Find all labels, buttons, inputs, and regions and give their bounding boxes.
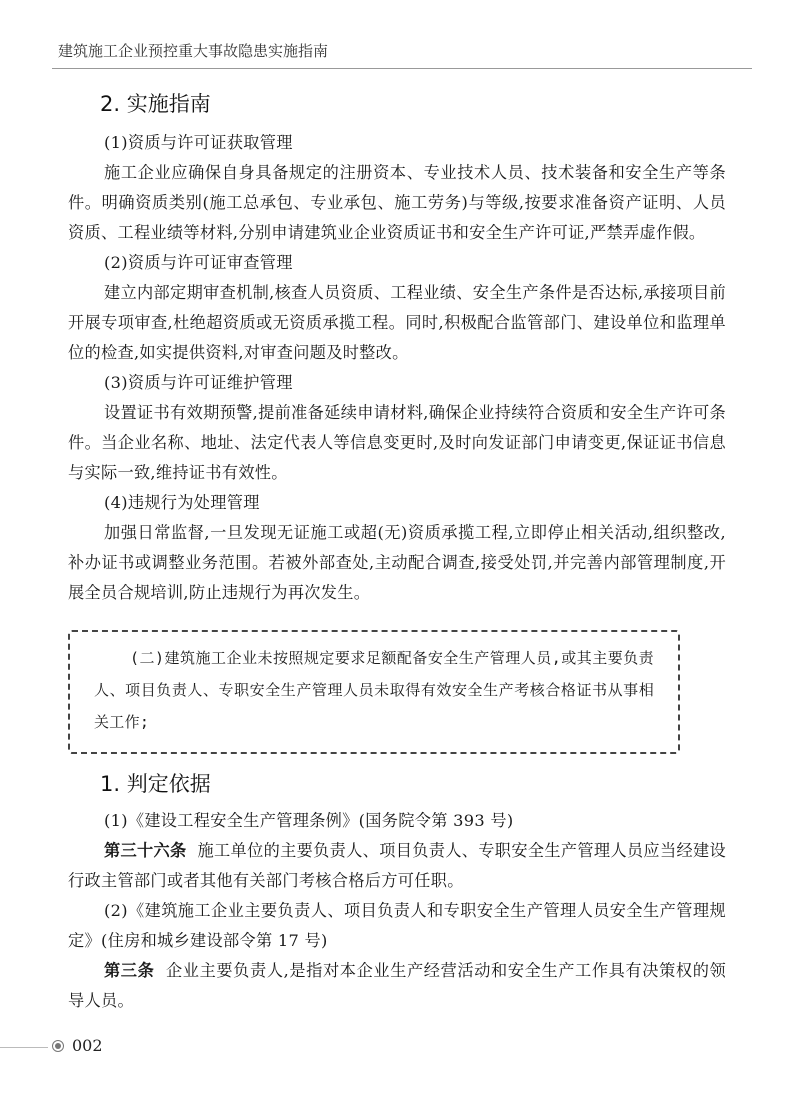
hazard-clause-box: [68, 630, 680, 754]
article-paragraph: [68, 956, 726, 1016]
regulation-reference: (1)《建设工程安全生产管理条例》(国务院令第 393 号): [104, 811, 514, 830]
item-heading: (4)违规行为处理管理: [104, 493, 260, 512]
section-title: 2. 实施指南: [100, 92, 211, 116]
header-divider: [52, 68, 752, 69]
running-header: 建筑施工企业预控重大事故隐患实施指南: [58, 42, 329, 60]
bullet-icon: [52, 1040, 64, 1052]
section-implementation-guide: [68, 88, 726, 608]
page-number: 002: [72, 1036, 103, 1055]
article-label: 第三十六条: [104, 841, 187, 860]
section-judgment-basis: [68, 768, 726, 1016]
article-text: 企业主要负责人,是指对本企业生产经营活动和安全生产工作具有决策权的领导人员。: [68, 961, 726, 1010]
article-label: 第三条: [104, 961, 155, 980]
item-body: 设置证书有效期预警,提前准备延续申请材料,确保企业持续符合资质和安全生产许可条件。当企业名称、地址、法定代表人等信息变更时,及时向发证部门申请变更,保证证书信息与实际一致,维持证书有效性。: [68, 403, 726, 482]
item-body: 施工企业应确保自身具备规定的注册资本、专业技术人员、技术装备和安全生产等条件。明确资质类别(施工总承包、专业承包、施工劳务)与等级,按要求准备资产证明、人员资质、工程业绩等材料,分别申请建筑业企业资质证书和安全生产许可证,严禁弄虚作假。: [68, 163, 726, 242]
footer-rule: [0, 1047, 48, 1048]
item-heading: (1)资质与许可证获取管理: [104, 133, 293, 152]
regulation-reference: (2)《建筑施工企业主要负责人、项目负责人和专职安全生产管理人员安全生产管理规定》(住房和城乡建设部令第 17 号): [68, 901, 726, 950]
item-body: 加强日常监督,一旦发现无证施工或超(无)资质承揽工程,立即停止相关活动,组织整改,补办证书或调整业务范围。若被外部查处,主动配合调查,接受处罚,并完善内部管理制度,开展全员合规培训,防止违规行为再次发生。: [68, 523, 726, 602]
hazard-clause-text: (二)建筑施工企业未按照规定要求足额配备安全生产管理人员,或其主要负责人、项目负责人、专职安全生产管理人员未取得有效安全生产考核合格证书从事相关工作;: [94, 649, 654, 731]
page-footer: [0, 1032, 120, 1062]
item-heading: (2)资质与许可证审查管理: [104, 253, 293, 272]
article-paragraph: [68, 836, 726, 896]
section-title: 1. 判定依据: [100, 772, 211, 796]
article-text: 施工单位的主要负责人、项目负责人、专职安全生产管理人员应当经建设行政主管部门或者其他有关部门考核合格后方可任职。: [68, 841, 726, 890]
item-body: 建立内部定期审查机制,核查人员资质、工程业绩、安全生产条件是否达标,承接项目前开展专项审查,杜绝超资质或无资质承揽工程。同时,积极配合监管部门、建设单位和监理单位的检查,如实提供资料,对审查问题及时整改。: [68, 283, 726, 362]
item-heading: (3)资质与许可证维护管理: [104, 373, 293, 392]
